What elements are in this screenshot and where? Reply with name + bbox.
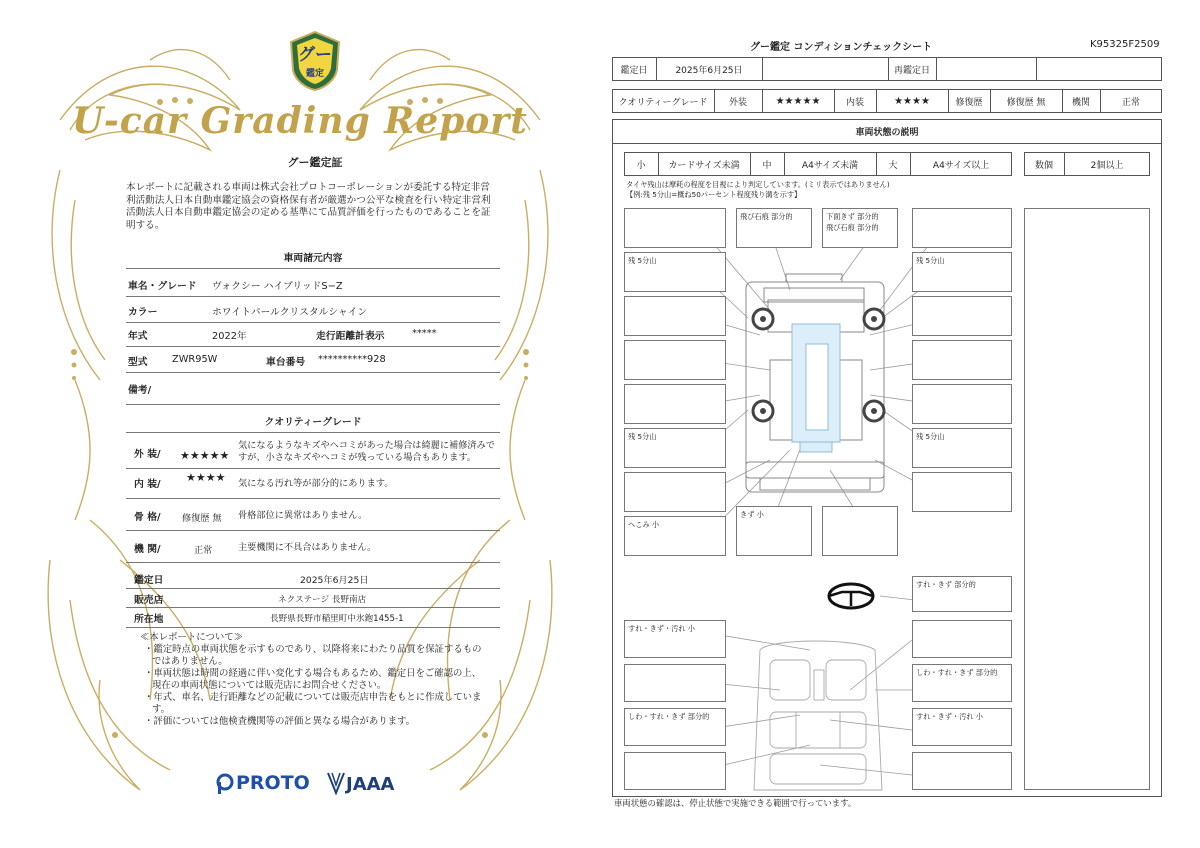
condition-check-sheet xyxy=(600,0,1200,848)
address-value: 長野県長野市稲里町中氷鉋1455-1 xyxy=(270,614,404,624)
cell-divider xyxy=(762,57,763,81)
frame-description: 骨格部位に異常はありません。 xyxy=(238,510,368,521)
chassis-value: **********928 xyxy=(318,354,386,365)
legend-small-desc: カードサイズ未満 xyxy=(668,160,740,171)
remark-box-rear-scratch: きず 小 xyxy=(736,506,812,556)
dealer-label: 販売店 xyxy=(134,595,164,606)
interior-label: 内 装/ xyxy=(134,479,161,490)
remark-box-tire-front-left: 残 5分山 xyxy=(624,252,726,292)
note-item: ・評価については他検査機関等の評価と異なる場合があります。 xyxy=(144,716,415,727)
notes-title: ≪本レポートについて≫ xyxy=(140,632,243,643)
quality-section-title: クオリティーグレード xyxy=(264,417,362,428)
repair-label: 修復歴 xyxy=(955,97,983,108)
certificate-subtitle: グー鑑定証 xyxy=(287,156,343,169)
remark-box-right-4 xyxy=(912,472,1012,512)
year-value: 2022年 xyxy=(212,331,247,342)
chassis-label: 車台番号 xyxy=(266,357,306,368)
remark-box-interior-left-2: しわ・すれ・きず 部分的 xyxy=(624,708,726,746)
legend-medium: 中 xyxy=(762,160,772,171)
remark-box-left-4 xyxy=(624,472,726,512)
year-label: 年式 xyxy=(128,331,148,342)
exterior-label: 外装 xyxy=(728,97,747,108)
legend-large: 大 xyxy=(888,160,898,171)
divider xyxy=(126,268,500,269)
exterior-stars: ★★★★★ xyxy=(180,449,230,462)
remark-box-right-3 xyxy=(912,384,1012,424)
mileage-value: ***** xyxy=(412,328,437,339)
cell-divider xyxy=(936,57,937,81)
remark-box-interior-right-3 xyxy=(912,752,1012,790)
legend-count: 数個 xyxy=(1034,160,1053,171)
divider xyxy=(126,498,500,499)
divider xyxy=(126,627,500,628)
dealer-value: ネクステージ 長野南店 xyxy=(278,595,367,605)
appraisal-date-label: 鑑定日 xyxy=(620,65,648,76)
repair-value: 修復歴 無 xyxy=(1006,97,1046,108)
proto-logo-icon xyxy=(216,773,234,795)
remark-box-rear-dent: へこみ 小 xyxy=(624,516,726,556)
note-item: ・年式、車名、走行距離などの記載については販売店申告をもとに作成しています。 xyxy=(144,692,482,715)
engine-value: 正常 xyxy=(1121,97,1140,108)
frame-value: 修復歴 無 xyxy=(182,513,222,524)
report-notes xyxy=(140,632,490,728)
car-name-label: 車名・グレード xyxy=(128,281,197,292)
remark-box-left-2 xyxy=(624,340,726,380)
note-item: ・鑑定時点の車両状態を示すものであり、以降将来にわたり品質を保証するものではありません。 xyxy=(144,644,482,667)
reappraisal-date-label: 再鑑定日 xyxy=(893,65,930,76)
spec-section-title: 車両諸元内容 xyxy=(283,253,343,264)
note-item: ・車両状態は時間の経過に伴い変化する場合もあるため、鑑定日をご確認の上、現在の車両状態については販売店にお問合せください。 xyxy=(144,668,482,691)
divider xyxy=(126,562,500,563)
cell-divider xyxy=(1036,57,1037,81)
legend-count-desc: 2個以上 xyxy=(1090,160,1124,171)
sheet-title: グー鑑定 コンディションチェックシート xyxy=(750,42,933,53)
grade-label: クオリティーグレード xyxy=(618,97,708,108)
remarks-box xyxy=(1024,208,1150,790)
engine-label: 機 関/ xyxy=(134,544,161,555)
goo-appraisal-logo-icon xyxy=(287,30,343,92)
panel-divider xyxy=(612,143,1162,144)
tire-example: 【例:残 5分山=概ね50パーセント程度残り溝を示す】 xyxy=(626,190,802,199)
divider xyxy=(126,296,500,297)
legend-small: 小 xyxy=(636,160,646,171)
remark-box-left-3 xyxy=(624,384,726,424)
address-label: 所在地 xyxy=(134,614,164,625)
exterior-label: 外 装/ xyxy=(134,449,161,460)
remark-box-left-1 xyxy=(624,296,726,336)
remark-box-right-1 xyxy=(912,296,1012,336)
model-value: ZWR95W xyxy=(172,354,218,365)
engine-description: 主要機関に不具合はありません。 xyxy=(238,542,377,553)
divider xyxy=(126,322,500,323)
svg-text:グー: グー xyxy=(298,45,332,65)
legend-medium-desc: A4サイズ未満 xyxy=(801,160,859,171)
svg-text:鑑定: 鑑定 xyxy=(305,69,325,79)
model-label: 型式 xyxy=(128,357,148,368)
divider xyxy=(126,607,500,608)
appraisal-date-value: 2025年6月25日 xyxy=(675,65,743,76)
jaaa-brand: JAAA xyxy=(346,774,395,795)
remark-box-front-underside: 下面きず 部分的 飛び石痕 部分的 xyxy=(822,208,898,248)
tire-note: タイヤ残山は摩耗の程度を目視により判定しています。(ミリ表示ではありません) xyxy=(626,180,890,189)
divider xyxy=(126,404,500,405)
remark-box-rear-right xyxy=(822,506,898,556)
remark-box-tire-rear-left: 残 5分山 xyxy=(624,428,726,468)
remark-box-steering: すれ・きず 部分的 xyxy=(912,576,1012,612)
divider xyxy=(126,372,500,373)
remark-box-interior-left-1 xyxy=(624,664,726,702)
remark-box-front-right xyxy=(912,208,1012,248)
legend-large-desc: A4サイズ以上 xyxy=(932,160,990,171)
interior-description: 気になる汚れ等が部分的にあります。 xyxy=(238,478,394,489)
appraisal-date-value: 2025年6月25日 xyxy=(300,575,369,586)
remark-box-interior-front-left: すれ・きず・汚れ 小 xyxy=(624,620,726,658)
interior-stars: ★★★★ xyxy=(894,95,930,107)
remark-box-interior-right-0 xyxy=(912,620,1012,658)
divider xyxy=(126,432,500,433)
remark-box-tire-front-right: 残 5分山 xyxy=(912,252,1012,292)
certificate-intro: 本レポートに記載される車両は株式会社プロトコーポレーションが委託する特定非営利活動法人日本自動車鑑定協会の資格保有者が厳選かつ公平な検査を行い特定非営利活動法人日本自動車鑑定協会の定める基準にて品質評価を行ったものであることを証明する。 xyxy=(126,182,491,231)
remark-box-right-2 xyxy=(912,340,1012,380)
mileage-label: 走行距離計表示 xyxy=(316,331,385,342)
divider xyxy=(126,530,500,531)
remark-box-front-left xyxy=(624,208,726,248)
state-title: 車両状態の説明 xyxy=(855,127,919,138)
color-value: ホワイトパールクリスタルシャイン xyxy=(212,307,368,318)
divider xyxy=(126,346,500,347)
divider xyxy=(126,588,500,589)
remarks-label: 備考/ xyxy=(128,385,152,396)
appraisal-date-label: 鑑定日 xyxy=(134,575,164,586)
interior-stars: ★★★★ xyxy=(186,471,226,484)
color-label: カラー xyxy=(128,307,158,318)
divider xyxy=(126,468,500,469)
exterior-stars: ★★★★★ xyxy=(775,95,821,107)
remark-box-interior-right-2: すれ・きず・汚れ 小 xyxy=(912,708,1012,746)
sheet-code: K95325F2509 xyxy=(1090,39,1160,50)
steering-wheel-icon xyxy=(829,584,873,608)
remark-box-interior-right-1: しわ・すれ・きず 部分的 xyxy=(912,664,1012,702)
remark-box-interior-left-3 xyxy=(624,752,726,790)
frame-label: 骨 格/ xyxy=(134,512,161,523)
remark-box-tire-rear-right: 残 5分山 xyxy=(912,428,1012,468)
car-name-value: ヴォクシー ハイブリッドS−Z xyxy=(212,281,343,292)
remark-box-front-chip: 飛び石痕 部分的 xyxy=(736,208,812,248)
sheet-footer-note: 車両状態の確認は、停止状態で実施できる範囲で行っています。 xyxy=(614,798,857,808)
interior-label: 内装 xyxy=(845,97,864,108)
engine-value: 正常 xyxy=(194,545,213,556)
exterior-description: 気になるようなキズやヘコミがあった場合は綺麗に補修済みですが、小さなキズやヘコミが残っている場合もあります。 xyxy=(238,440,495,463)
jaaa-logo-icon xyxy=(326,771,346,795)
engine-label: 機関 xyxy=(1071,97,1090,108)
report-heading: U-car Grading Report xyxy=(72,100,528,142)
proto-brand: PROTO xyxy=(236,772,310,794)
